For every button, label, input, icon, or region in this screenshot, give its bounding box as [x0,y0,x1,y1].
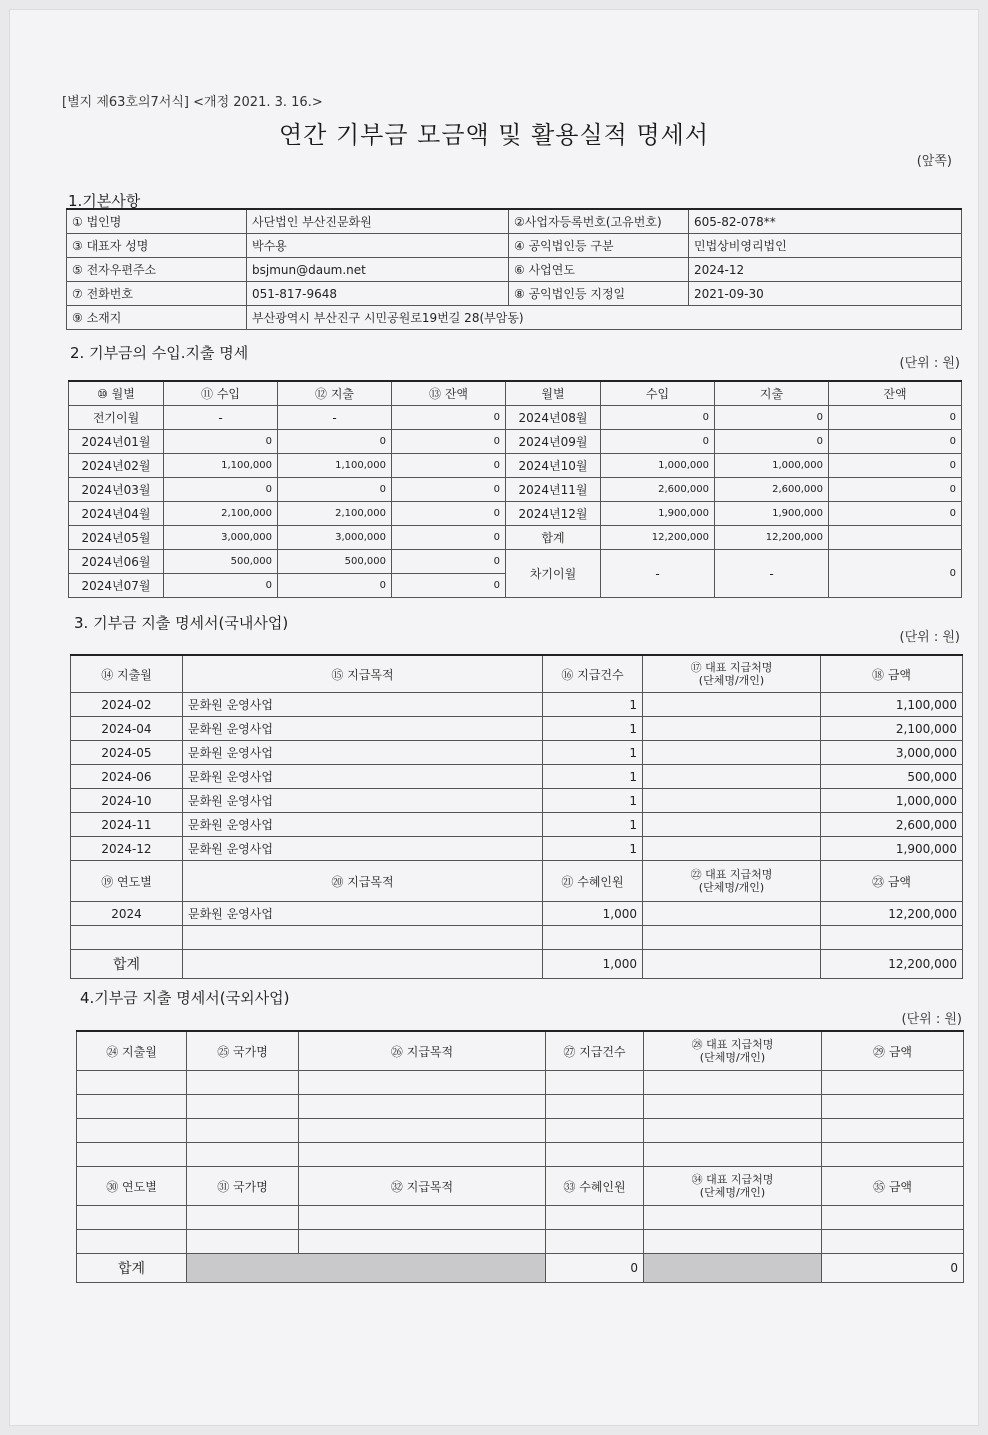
month-cell: 2024-06 [71,765,183,789]
col-year: ㉚ 연도별 [77,1167,187,1206]
label-address: ⑨ 소재지 [67,306,247,330]
income-cell: 1,000,000 [601,454,715,478]
value-org-type: 민법상비영리법인 [689,234,962,258]
balance-cell: 0 [392,478,506,502]
purpose-cell: 문화원 운영사업 [183,789,543,813]
month-cell: 2024년06월 [69,550,164,574]
col-year: ⑲ 연도별 [71,861,183,902]
amount-cell: 1,000,000 [821,789,963,813]
year-cell: 2024 [71,902,183,926]
income-cell: 3,000,000 [164,526,278,550]
table-row [77,1071,964,1095]
expense-cell: 0 [715,406,829,430]
amount-cell: 500,000 [821,765,963,789]
balance-cell: 0 [392,526,506,550]
total-expense: 12,200,000 [715,526,829,550]
side-note: (앞쪽) [916,154,952,169]
table-row [77,1095,964,1119]
domestic-expense-table [70,654,963,979]
empty-cell [183,926,543,950]
payee-cell [643,813,821,837]
section4-unit: (단위 : 원) [901,1012,962,1027]
income-cell: - [164,406,278,430]
table-row [69,526,962,550]
col-amount-2: ㉓ 금액 [821,861,963,902]
payee-cell [643,837,821,861]
expense-cell: 1,900,000 [715,502,829,526]
section2-unit: (단위 : 원) [899,356,960,371]
income-cell: 0 [164,430,278,454]
col-payee-line2: (단체명/개인) [699,1051,766,1064]
total-beneficiaries: 1,000 [543,950,643,979]
month-cell: 2024년07월 [69,574,164,598]
col-balance-2: 잔액 [829,381,962,406]
month-cell: 2024년08월 [506,406,601,430]
total-balance [829,526,962,550]
month-cell: 2024-11 [71,813,183,837]
label-designation-date: ⑧ 공익법인등 지정일 [509,282,689,306]
section3-unit: (단위 : 원) [899,630,960,645]
payee-cell [643,717,821,741]
month-cell: 2024년11월 [506,478,601,502]
col-month: ⑩ 월별 [69,381,164,406]
col-beneficiaries: ㉑ 수혜인원 [543,861,643,902]
label-ceo: ③ 대표자 성명 [67,234,247,258]
table-row [67,234,962,258]
table-row [69,502,962,526]
month-cell: 2024년05월 [69,526,164,550]
label-biz-no: ②사업자등록번호(고유번호) [509,209,689,234]
expense-cell: 2,100,000 [278,502,392,526]
value-fiscal-year: 2024-12 [689,258,962,282]
table-header-row [77,1167,964,1206]
balance-cell: 0 [829,430,962,454]
purpose-cell: 문화원 운영사업 [183,765,543,789]
month-cell: 2024년03월 [69,478,164,502]
col-payee-line1: ⑰ 대표 지급처명 [690,661,773,674]
payee-cell [643,789,821,813]
col-payee-2-line2: (단체명/개인) [698,881,765,894]
month-cell: 2024-04 [71,717,183,741]
col-payee-2-line1: ㉒ 대표 지급처명 [690,868,773,881]
amount-cell: 12,200,000 [821,902,963,926]
purpose-cell: 문화원 운영사업 [183,717,543,741]
col-income: ⑪ 수입 [164,381,278,406]
value-designation-date: 2021-09-30 [689,282,962,306]
label-fiscal-year: ⑥ 사업연도 [509,258,689,282]
balance-cell: 0 [392,502,506,526]
count-cell: 1 [543,765,643,789]
col-purpose-2: ㉜ 지급목적 [299,1167,546,1206]
purpose-cell: 문화원 운영사업 [183,837,543,861]
payee-cell [643,765,821,789]
month-cell: 2024년02월 [69,454,164,478]
carry-forward-balance: 0 [829,550,962,598]
table-row [67,258,962,282]
income-cell: 500,000 [164,550,278,574]
month-cell: 2024-05 [71,741,183,765]
col-count: ㉗ 지급건수 [546,1031,644,1071]
col-payee-2-line1: ㉞ 대표 지급처명 [691,1173,774,1186]
count-cell: 1 [543,693,643,717]
expense-cell: 0 [715,430,829,454]
payee-cell [643,741,821,765]
section2-heading: 2. 기부금의 수입.지출 명세 [70,344,249,362]
overseas-expense-table [76,1030,964,1283]
amount-cell: 1,100,000 [821,693,963,717]
section1-heading: 1.기본사항 [68,192,141,210]
table-row [69,454,962,478]
count-cell: 1 [543,717,643,741]
purpose-cell: 문화원 운영사업 [183,813,543,837]
table-row [71,902,963,926]
col-balance: ⑬ 잔액 [392,381,506,406]
carry-forward-expense: - [715,550,829,598]
col-purpose-2: ⑳ 지급목적 [183,861,543,902]
total-label: 합계 [77,1254,187,1283]
income-cell: 2,600,000 [601,478,715,502]
empty-cell [71,926,183,950]
table-row [71,765,963,789]
table-row [77,1119,964,1143]
col-amount-2: ㉟ 금액 [822,1167,964,1206]
table-row [71,789,963,813]
balance-cell: 0 [829,478,962,502]
col-country: ㉕ 국가명 [187,1031,299,1071]
count-cell: 1 [543,813,643,837]
col-beneficiaries: ㉝ 수혜인원 [546,1167,644,1206]
col-payee-2-line2: (단체명/개인) [699,1186,766,1199]
expense-cell: 2,600,000 [715,478,829,502]
purpose-cell: 문화원 운영사업 [183,741,543,765]
carry-forward-label: 차기이월 [506,550,601,598]
table-row [71,717,963,741]
month-cell: 2024-10 [71,789,183,813]
value-corp-name: 사단법인 부산진문화원 [247,209,509,234]
total-label: 합계 [71,950,183,979]
month-cell: 2024년09월 [506,430,601,454]
table-row [69,430,962,454]
col-purpose: ⑮ 지급목적 [183,655,543,693]
expense-cell: 0 [278,430,392,454]
empty-cell [643,926,821,950]
col-expense-month: ㉔ 지출월 [77,1031,187,1071]
count-cell: 1 [543,837,643,861]
table-row [77,1230,964,1254]
income-cell: 0 [164,574,278,598]
empty-cell [543,926,643,950]
empty-cell [821,926,963,950]
amount-cell: 1,900,000 [821,837,963,861]
balance-cell: 0 [392,406,506,430]
label-org-type: ④ 공익법인등 구분 [509,234,689,258]
balance-cell: 0 [392,550,506,574]
label-corp-name: ① 법인명 [67,209,247,234]
col-payee-line2: (단체명/개인) [698,674,765,687]
table-header-row [69,381,962,406]
income-cell: 1,100,000 [164,454,278,478]
month-cell: 2024-12 [71,837,183,861]
col-amount: ㉙ 금액 [822,1031,964,1071]
col-payee-2 [644,1167,822,1206]
total-row [77,1254,964,1283]
section3-heading: 3. 기부금 지출 명세서(국내사업) [74,614,289,632]
table-row [69,406,962,430]
payee-cell [643,693,821,717]
balance-cell: 0 [392,574,506,598]
col-payee-2 [643,861,821,902]
table-row [71,926,963,950]
col-purpose: ㉖ 지급목적 [299,1031,546,1071]
expense-cell: 500,000 [278,550,392,574]
count-cell: 1 [543,741,643,765]
income-cell: 0 [601,406,715,430]
basic-info-table [66,208,962,330]
shaded-cell [187,1254,546,1283]
income-cell: 0 [601,430,715,454]
expense-cell: 1,000,000 [715,454,829,478]
total-count: 0 [546,1254,644,1283]
table-row [69,478,962,502]
month-cell: 2024-02 [71,693,183,717]
col-payee [643,655,821,693]
table-row [71,813,963,837]
month-cell: 2024년12월 [506,502,601,526]
table-header-row [71,655,963,693]
col-payee [644,1031,822,1071]
expense-cell: - [278,406,392,430]
col-income-2: 수입 [601,381,715,406]
beneficiaries-cell: 1,000 [543,902,643,926]
shaded-cell [644,1254,822,1283]
balance-cell: 0 [829,502,962,526]
month-cell: 2024년10월 [506,454,601,478]
total-row [71,950,963,979]
table-row [67,209,962,234]
table-row [71,741,963,765]
month-cell: 2024년04월 [69,502,164,526]
balance-cell: 0 [392,430,506,454]
balance-cell: 0 [392,454,506,478]
total-label: 합계 [506,526,601,550]
col-expense-month: ⑭ 지출월 [71,655,183,693]
page-title: 연간 기부금 모금액 및 활용실적 명세서 [278,121,710,149]
col-amount: ⑱ 금액 [821,655,963,693]
table-row [77,1206,964,1230]
value-address: 부산광역시 부산진구 시민공원로19번길 28(부암동) [247,306,962,330]
value-biz-no: 605-82-078** [689,209,962,234]
income-cell: 0 [164,478,278,502]
col-count: ⑯ 지급건수 [543,655,643,693]
table-header-row [77,1031,964,1071]
expense-cell: 0 [278,478,392,502]
total-income: 12,200,000 [601,526,715,550]
form-id: [별지 제63호의7서식] <개정 2021. 3. 16.> [62,95,323,110]
value-email: bsjmun@daum.net [247,258,509,282]
table-row [71,837,963,861]
table-row [67,282,962,306]
balance-cell: 0 [829,454,962,478]
amount-cell: 2,600,000 [821,813,963,837]
expense-cell: 1,100,000 [278,454,392,478]
expense-cell: 3,000,000 [278,526,392,550]
total-amount: 12,200,000 [821,950,963,979]
col-month-2: 월별 [506,381,601,406]
carry-forward-income: - [601,550,715,598]
value-ceo: 박수용 [247,234,509,258]
table-row [71,693,963,717]
col-payee-line1: ㉘ 대표 지급처명 [691,1038,774,1051]
total-amount: 0 [822,1254,964,1283]
income-expense-table [68,380,962,598]
col-country-2: ㉛ 국가명 [187,1167,299,1206]
table-row [69,550,962,574]
income-cell: 2,100,000 [164,502,278,526]
value-phone: 051-817-9648 [247,282,509,306]
col-expense-2: 지출 [715,381,829,406]
month-cell: 전기이월 [69,406,164,430]
amount-cell: 3,000,000 [821,741,963,765]
section4-heading: 4.기부금 지출 명세서(국외사업) [80,989,290,1007]
payee-cell [643,902,821,926]
balance-cell: 0 [829,406,962,430]
expense-cell: 0 [278,574,392,598]
count-cell: 1 [543,789,643,813]
table-header-row [71,861,963,902]
label-phone: ⑦ 전화번호 [67,282,247,306]
col-expense: ⑫ 지출 [278,381,392,406]
empty-cell [183,950,543,979]
purpose-cell: 문화원 운영사업 [183,902,543,926]
table-row [77,1143,964,1167]
label-email: ⑤ 전자우편주소 [67,258,247,282]
empty-cell [643,950,821,979]
income-cell: 1,900,000 [601,502,715,526]
purpose-cell: 문화원 운영사업 [183,693,543,717]
table-row [67,306,962,330]
amount-cell: 2,100,000 [821,717,963,741]
month-cell: 2024년01월 [69,430,164,454]
